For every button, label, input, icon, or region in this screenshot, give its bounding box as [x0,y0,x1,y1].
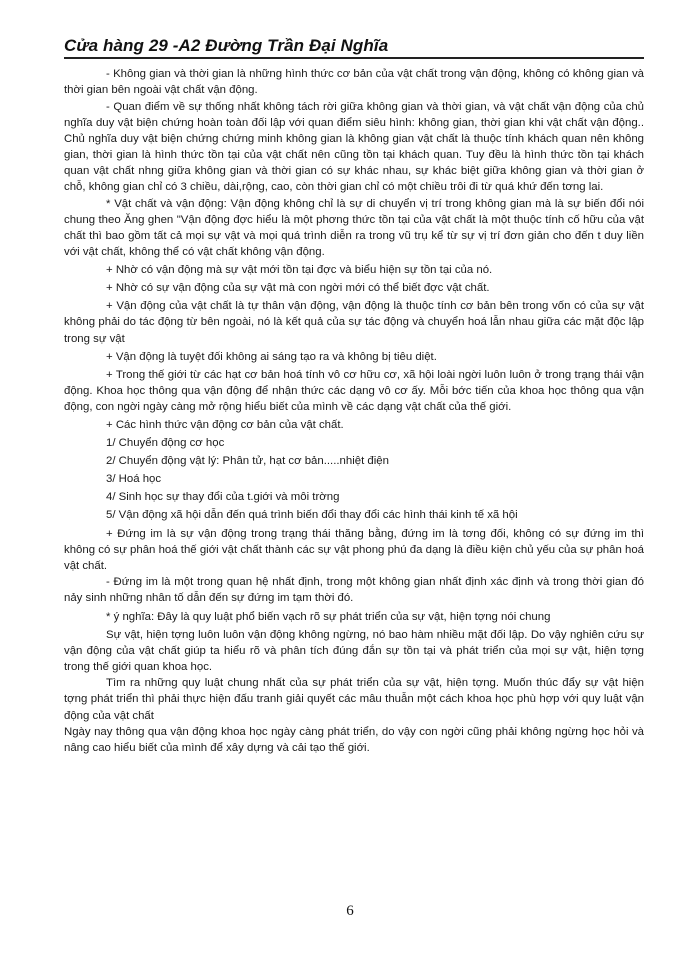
list-item: + Các hình thức vận động cơ bản của vật chất. [106,418,344,431]
list-item: + Nhờ có sự vận động của sự vật mà con ngời mới có thể biết đợc vật chất. [106,282,490,295]
paragraph: - Quan điểm về sự thống nhất không tách rời giữa không gian và thời gian, và vật chất vận động của chủ nghĩa duy vật biện chứng hoàn toàn đối lập với quan điểm siêu hình: không gian, thời gian khi vật chất vận động.. Chủ nghĩa duy vật biện chứng chứng minh không gian là không gian vật chất là thuộc tính khách quan nên không gian, thời gian là hình thức tồn tại của vật chất nên cũng tồn tại khách quan. Tuy đều là hình thức tồn tại khách quan vật chất nhng giữa không gian và thời gian có sự khác nhau, sự khác biệt giữa không gian và thời gian ở chỗ, không gian chỉ có 3 chiều, dài,rộng, cao, còn thời gian chỉ có một chiều trôi đi từ quá khứ đến tơng lai. [64,100,644,194]
paragraph: + Trong thế giới từ các hạt cơ bản hoá tính vô cơ hữu cơ, xã hội loài ngời luôn luôn ở trong trạng thái vận động. Khoa học thông qua vận động để nhận thức các dạng vô cơ ấy. Mỗi bớc tiến của khoa học thông qua vận động, con ngời ngày càng mở rộng hiểu biết của mình về các dạng vật chất của thế giới. [64,368,644,413]
list-item: + Nhờ có vận động mà sự vật mới tồn tại đợc và biểu hiện sự tồn tại của nó. [106,264,493,277]
paragraph: - Đứng im là một trong quan hệ nhất định, trong một không gian nhất định xác định và trong thời gian đó nảy sinh những nhân tố dẫn đến sự đứng im tạm thời đó. [64,576,644,605]
paragraph: Tìm ra những quy luật chung nhất của sự phát triển của sự vật, hiện tợng. Muốn thúc đẩy sự vật hiện tợng phát triển thì phải thực hiện đấu tranh giải quyết các mâu thuẫn một cách khoa học phù hợp với quy luật vận động của vật chất [64,677,644,722]
list-item: 5/ Vận động xã hội dẫn đến quá trình biến đổi thay đổi các hình thái kinh tế xã hội [106,509,518,522]
paragraph: * Vật chất và vận động: Vận động không chỉ là sự di chuyển vị trí trong không gian mà là sự biến đổi nói chung theo Ăng ghen "Vận động đợc hiểu là một phơng thức tồn tại của vật chất là một thuộc tính cố hữu của vật chất thì bao gồm tất cả mọi sự vật và mọi quá trình diễn ra trong vũ trụ kể từ sự vị trí đơn giản cho đến t duy liền với vật chất, không thể có vật chất không vận động. [64,197,644,259]
list-item: 2/ Chuyển động vật lý: Phân tử, hạt cơ bản.....nhiệt điện [106,455,389,468]
list-item: 1/ Chuyển động cơ học [106,437,225,450]
body-text [64,66,644,757]
paragraph: * ý nghĩa: Đây là quy luật phổ biến vạch rõ sự phát triển của sự vật, hiện tợng nói chung [106,610,551,623]
paragraph: - Không gian và thời gian là những hình thức cơ bản của vật chất trong vận động, không có không gian và thời gian bên ngoài vật chất vận động. [64,68,644,97]
paragraph: Ngày nay thông qua vận động khoa học ngày càng phát triển, do vậy con ngời cũng phải không ngừng học hỏi và nâng cao hiểu biết của mình để xây dựng và cải tạo thế giới. [64,726,644,755]
page-number: 6 [346,903,354,919]
list-item: + Vận động là tuyệt đối không ai sáng tạo ra và không bị tiêu diệt. [106,350,437,363]
list-item: 3/ Hoá học [106,473,162,486]
paragraph: + Vận động của vật chất là tự thân vận động, vận động là thuộc tính cơ bản bên trong vốn có của sự vật không phải do tác động từ bên ngoài, nó là kết quả của sự tác động và chuyển hoá lẫn nhau giữa các mặt độc lập trong sự vật [64,300,644,345]
list-item: 4/ Sinh học sự thay đổi của t.giới và môi trờng [106,491,340,504]
page-header-title: Cửa hàng 29 -A2 Đường Trần Đại Nghĩa [64,36,644,59]
paragraph: Sự vật, hiện tợng luôn luôn vận động không ngừng, nó bao hàm nhiều mặt đối lập. Do vậy nghiên cứu sự vận động của vật chất giúp ta hiểu rõ và phân tích đúng đắn sự tồn tại và phát triển của mọi sự vật, hiện tợng trong thế giới quan khoa học. [64,628,644,673]
paragraph: + Đứng im là sự vận động trong trạng thái thăng bằng, đứng im là tơng đối, không có sự đứng im thì không có sự phân hoá thế giới vật chất thành các sự vật phong phú đa dạng là điều kiện chủ yếu của sự phân hoá vật chất. [64,527,644,572]
